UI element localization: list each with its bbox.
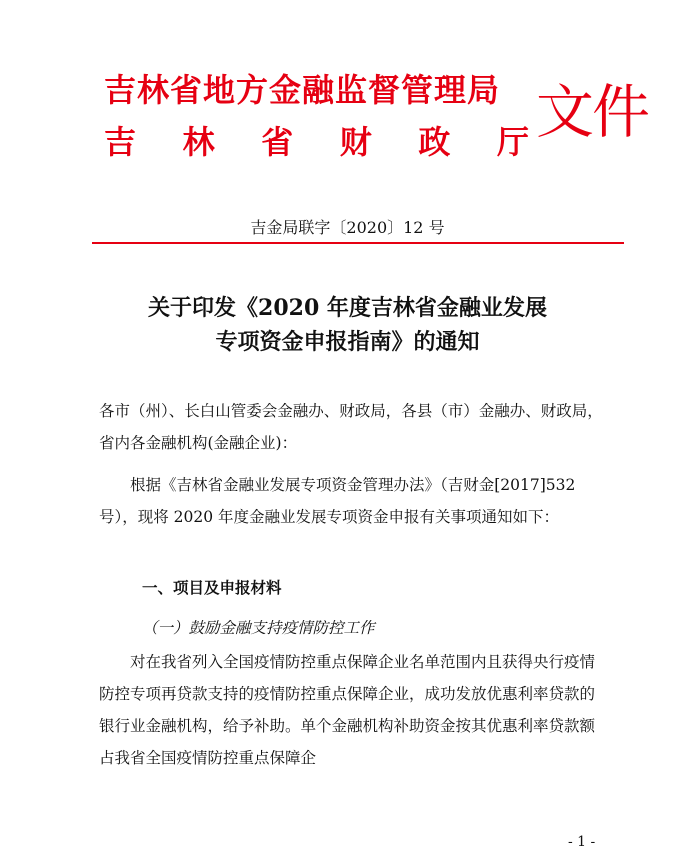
document-header (104, 66, 649, 166)
issuer-line2-char: 省 (261, 123, 295, 161)
issuer-line2-char: 政 (418, 123, 452, 161)
body-paragraph-intro: 根据《吉林省金融业发展专项资金管理办法》（吉财金[2017]532 号），现将 2020 年度金融业发展专项资金申报有关事项通知如下： (99, 476, 576, 526)
salutation-recipients: 各市（州）、长白山管委会金融办、财政局，各县（市）金融办、财政局，省内各金融机构(金融企业)： (99, 402, 603, 452)
section-heading: 一、项目及申报材料 (142, 579, 282, 597)
body-paragraph: 对在我省列入全国疫情防控重点保障企业名单范围内且获得央行疫情防控专项再贷款支持的疫情防控重点保障企业，成功发放优惠利率贷款的银行业金融机构，给予补助。单个金融机构补助资金按其优惠利率贷款额占我省全国疫情防控重点保障企 (99, 653, 596, 767)
red-divider-line (92, 242, 624, 244)
document-title (0, 291, 695, 359)
page-number: - 1 - (568, 834, 596, 850)
issuer-line2-char: 吉 (104, 123, 138, 161)
document-type-label: 文件 (536, 78, 649, 146)
title-line2: 专项资金申报指南》的通知 (215, 329, 480, 355)
issuer-line2-char: 财 (339, 123, 373, 161)
issuer-name-line1: 吉林省地方金融监督管理局 (104, 71, 501, 109)
document-number: 吉金局联字〔2020〕12 号 (250, 218, 445, 237)
title-line1: 关于印发《2020 年度吉林省金融业发展 (148, 295, 547, 321)
issuer-name-line2 (104, 122, 530, 162)
issuer-line2-char: 林 (182, 123, 216, 161)
subsection-heading: （一）鼓励金融支持疫情防控工作 (142, 619, 375, 637)
issuer-line2-char: 厅 (496, 123, 530, 161)
